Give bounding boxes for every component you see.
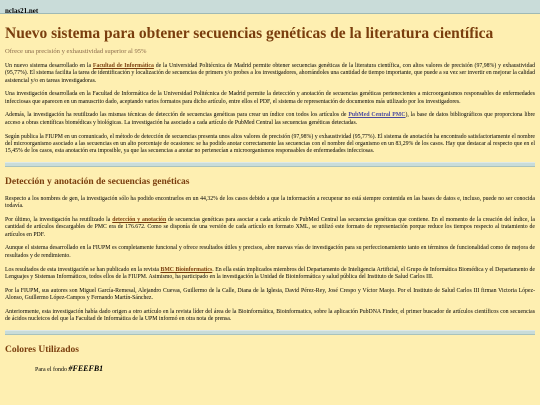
paragraph: Además, la investigación ha reutilizado las mismas técnicas de detección de secuencias genéticas para crear un índice con todos los artículos de PubMed Central PMC), la base de datos bibliográficos que proporciona libre acceso a obras científicas biomédicas y biológicas. La investigación ha asociado a cada artículo de PubMed Central las secuencias genéticas detectadas. [5,112,535,126]
article [0,24,540,373]
color-label: Para el fondo [35,366,69,373]
color-entry [35,364,535,373]
section-heading: Colores Utilizados [5,344,79,355]
paragraph: Por la FIUPM, sus autores son Miguel García-Remesal, Alejandro Cuevas, Guillermo de la Calle, Diana de la Iglesia, David Pérez-Rey, José Crespo y Víctor Maojo. Por el Instituto de Salud Carlos III firman Victoria López-Alonso, Guillermo López-Campos y Fernando Martín-Sánchez. [5,287,535,301]
paragraph: Según publica la FIUPM en un comunicado, el método de detección de secuencias presenta unos altos valores de precisión (97,98%) y exhaustividad (95,77%). El sistema de anotación ha encontrado satisfactoriamente el nombre del microorganismo asociado a las secuencias en un alto porcentaje de ocasiones: se ha podido anotar correctamente las secuencias con el nombre del organismo en un 83,29% de los casos. Hay que destacar al respecto que en el 15,45% de los casos, esta anotación era imposible, ya que las secuencias a anotar no pertenecían a microorganismos responsables de enfermedades infecciosas. [5,133,535,155]
section-divider [5,330,535,335]
paragraph: Respecto a los nombres de gen, la investigación sólo ha podido encontrarlos en un 44,32% de los casos debido a que la información a recuperar no está siempre contenida en las bases de datos e, incluso, puede no ser conocida todavía. [5,195,535,210]
site-name-link[interactable]: nclas21.net [5,7,39,15]
paragraph: Los resultados de esta investigación se han publicado en la revista BMC Bioinformatics. En ella están implicados miembros del Departamento de Inteligencia Artificial, el Grupo de Informática Biomédica y el Departamento de Lenguajes y Sistemas Informáticos, todos ellos de la FIUPM. Asimismo, ha participado en la investigación la Unidad de Bioinformática y salud pública del Instituto de Salud Carlos III. [5,266,536,280]
section-heading: Detección y anotación de secuencias genéticas [5,176,190,187]
color-code: #FEEFB1 [68,363,104,373]
site-header-bar [0,0,540,14]
paragraph: Aunque el sistema desarrollado en la FIUPM es completamente funcional y ofrece resultados útiles y precisos, abre nuevas vías de investigación para su perfeccionamiento tanto en términos de funcionalidad como de mejora de resultados y de rendimiento. [5,245,535,259]
facultad-informatica-link[interactable]: Facultad de Informática [92,63,154,69]
pubmed-central-link[interactable]: PubMed Central PMC [348,112,406,119]
page-title: Nuevo sistema para obtener secuencias genéticas de la literatura científica [5,25,494,42]
section-divider [5,162,535,167]
page-subtitle: Ofrece una precisión y exhaustividad superior al 95% [5,48,147,55]
paragraph: Un nuevo sistema desarrollado en la Facultad de Informática de la Universidad Politécnica de Madrid permite obtener secuencias genéticas de la literatura científica, con altos valores de precisión (97,98%) y exhaustividad (95,77%). El sistema facilita la tarea de identificación y localización de secuencias de primers y/o probes a los investigadores, ahorrándoles una cantidad de tiempo importante, que puede a su vez ser invertir en mejorar la calidad asistencial y/o en tareas investigadoras. [5,63,536,84]
bmc-bioinformatics-link[interactable]: BMC Bioinformatics [160,266,213,273]
deteccion-anotacion-link[interactable]: detección y anotación [112,217,167,224]
paragraph: Una investigación desarrollada en la Facultad de Informática de la Universidad Politécnica de Madrid permite la detección y anotación de secuencias genéticas pertenecientes a microorganismos responsables de enfermedades infecciosas que aparecen en un manuscrito dado, aceptando varios formatos para dicho artículo, entre ellos el PDF, el sistema de representación de documentos más utilizado por los investigadores. [5,91,535,105]
paragraph: Anteriormente, esta investigación había dado origen a otro artículo en la revista líder del área de la Bioinformática, Bioinformatics, sobre la aplicación PubDNA Finder, el primer buscador de artículos científicos con secuencias de ácidos nucleicos del que la Facultad de Informática de la UPM informó en otra nota de prensa. [5,308,535,323]
paragraph: Por último, la investigación ha reutilizado la detección y anotación de secuencias genéticas para asociar a cada artículo de PubMed Central las secuencias genéticas que contiene. En el momento de la creación del índice, la cantidad de artículos descargables de PMC era de 176.672. Como se disponía de una versión de cada artículo en formato XML, se utilizó este formato de representación porque reduce los tiempos respecto al tratamiento de artículos en PDF. [5,217,535,238]
